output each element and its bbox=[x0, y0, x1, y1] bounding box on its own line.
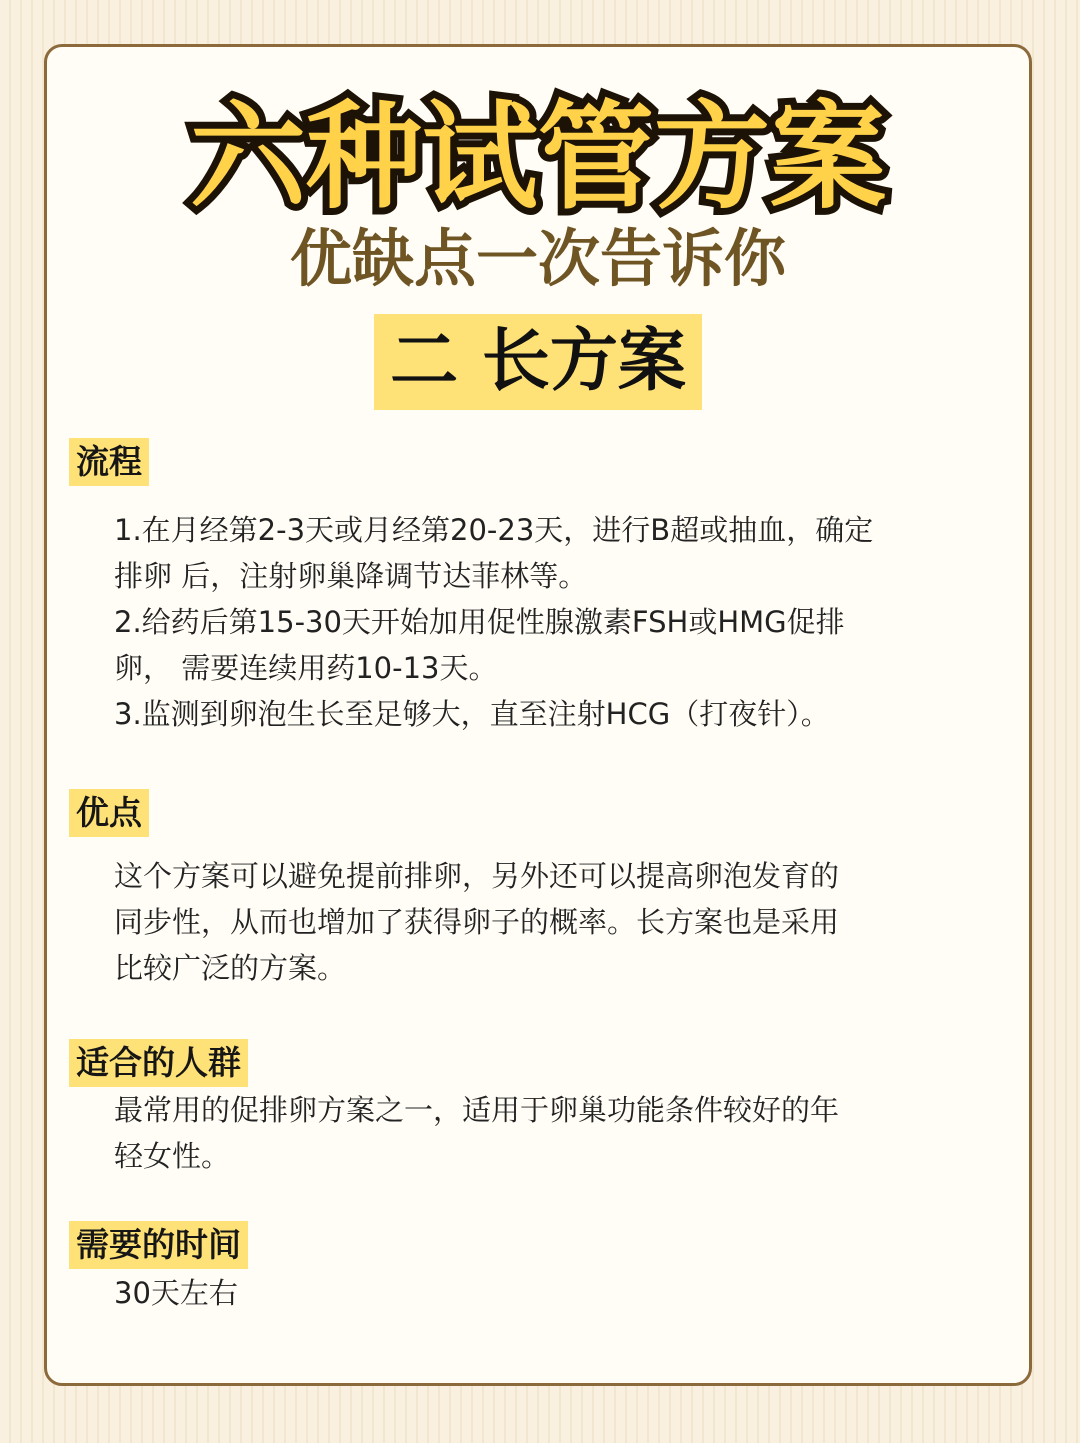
text-line: 3.监测到卵泡生长至足够大，直至注射HCG（打夜针）。 bbox=[114, 697, 830, 731]
text-line: 轻女性。 bbox=[114, 1139, 231, 1173]
content-card bbox=[44, 44, 1032, 1386]
text-line: 排卵 后，注射卵巢降调节达菲林等。 bbox=[114, 559, 588, 593]
text-line: 1.在月经第2-3天或月经第20-23天，进行B超或抽血，确定 bbox=[114, 513, 874, 547]
text-line: 同步性，从而也增加了获得卵子的概率。长方案也是采用 bbox=[114, 905, 840, 939]
section-heading-suitable-group: 适合的人群 bbox=[69, 1039, 248, 1087]
text-line: 这个方案可以避免提前排卵，另外还可以提高卵泡发育的 bbox=[114, 859, 840, 893]
section-body-suitable-group bbox=[114, 1087, 954, 1179]
section-heading-required-time: 需要的时间 bbox=[69, 1221, 248, 1269]
section-body-process bbox=[114, 507, 954, 737]
page-title: 六种试管方案 bbox=[190, 90, 886, 225]
text-line: 卵， 需要连续用药10-13天。 bbox=[114, 651, 498, 685]
section-heading-process: 流程 bbox=[69, 438, 149, 486]
section-body-required-time bbox=[114, 1270, 954, 1316]
scheme-label: 二 长方案 bbox=[374, 314, 702, 410]
section-heading-advantages: 优点 bbox=[69, 789, 149, 837]
section-body-advantages bbox=[114, 853, 954, 991]
text-line: 比较广泛的方案。 bbox=[114, 951, 347, 985]
page-subtitle: 优缺点一次告诉你 bbox=[289, 222, 786, 295]
text-line: 30天左右 bbox=[114, 1276, 238, 1310]
text-line: 2.给药后第15-30天开始加用促性腺激素FSH或HMG促排 bbox=[114, 605, 845, 639]
text-line: 最常用的促排卵方案之一，适用于卵巢功能条件较好的年 bbox=[114, 1093, 840, 1127]
scheme-label-wrap bbox=[47, 314, 1029, 410]
